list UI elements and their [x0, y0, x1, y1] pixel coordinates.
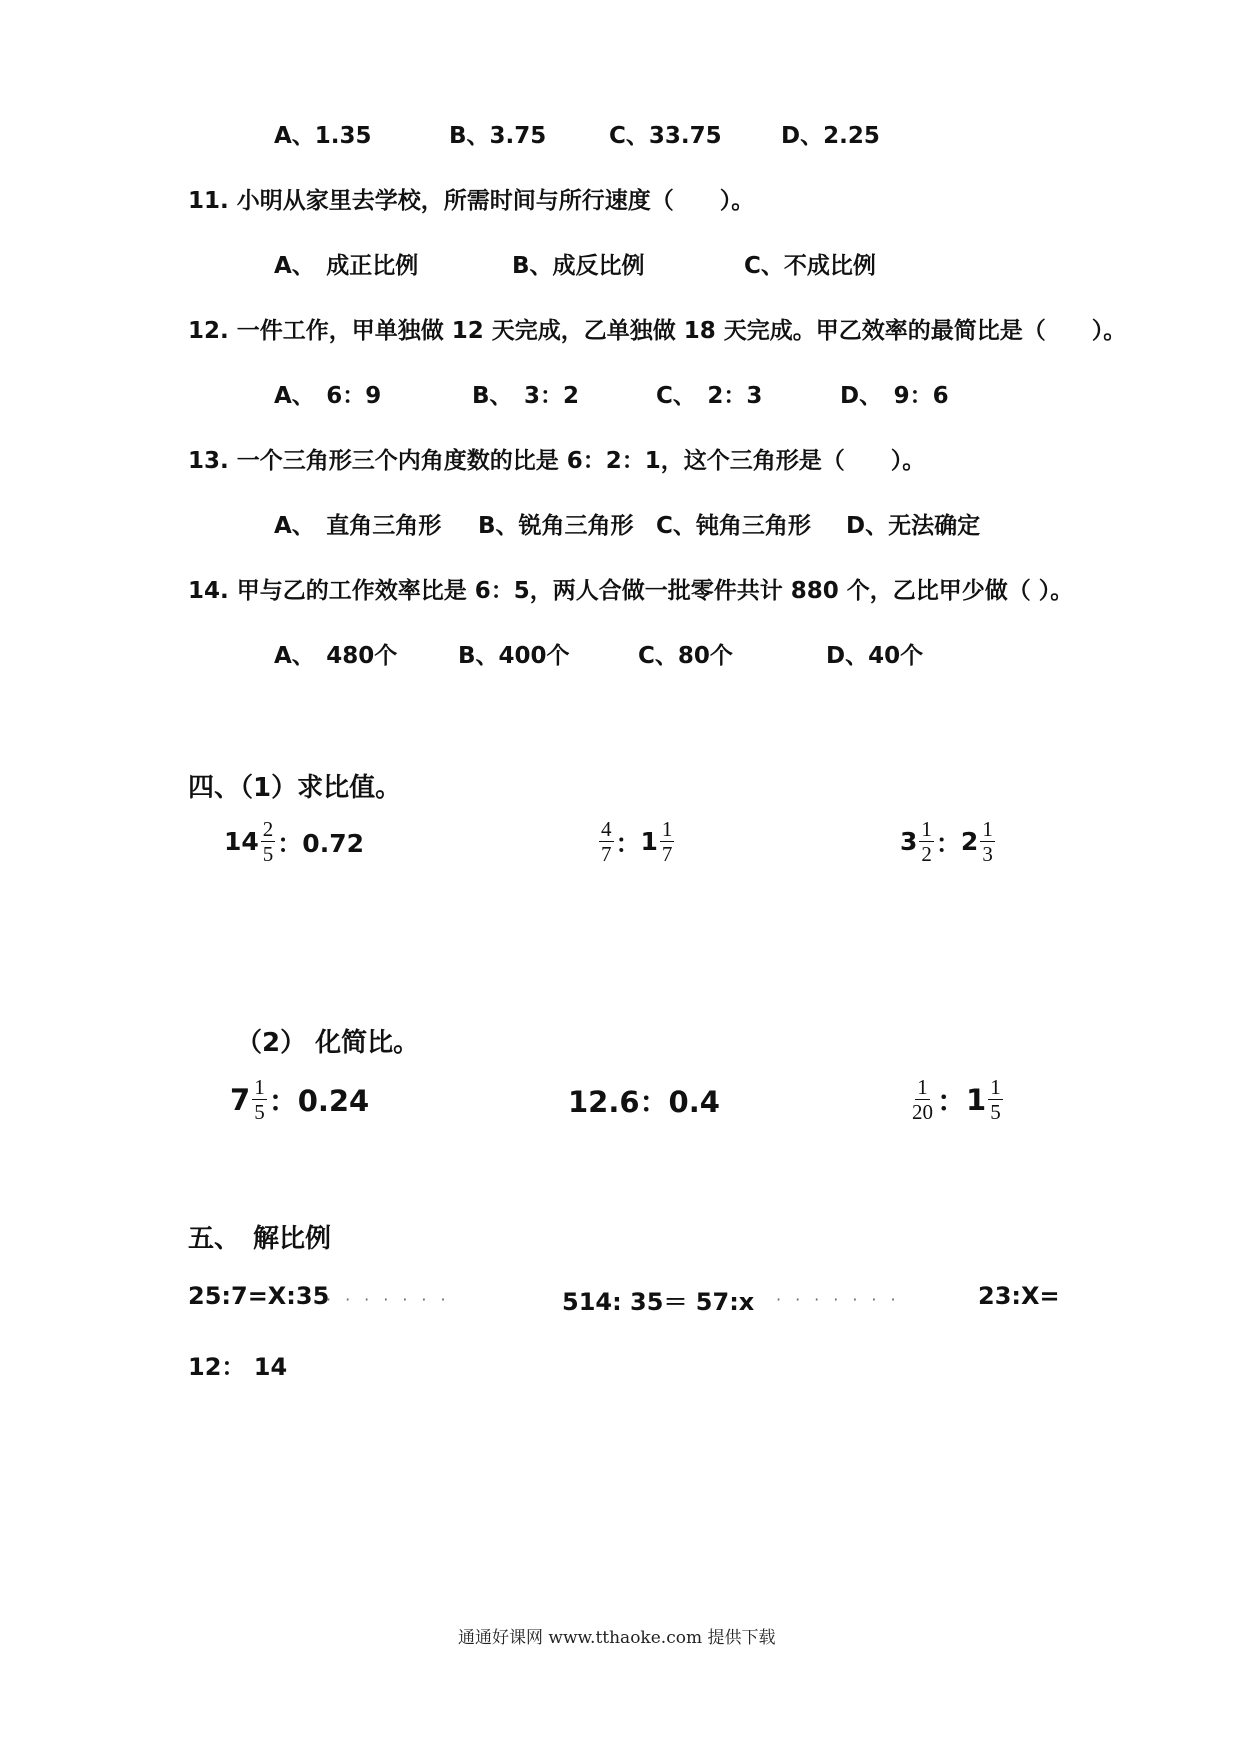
simplify-problem-1: [230, 1076, 369, 1123]
section-4-subtitle: （2） 化简比。: [236, 1028, 420, 1058]
ratio-rest: ：0.24: [268, 1084, 370, 1119]
denominator: 7: [601, 842, 612, 867]
ratio-problem-1: [224, 818, 364, 865]
proportion-equation-1: 25:7=X:35: [188, 1282, 330, 1310]
q12-option-d: D、 9：6: [840, 383, 949, 409]
fraction: [910, 1076, 935, 1123]
fraction: [599, 818, 614, 865]
fraction: [919, 818, 934, 865]
q10-option-a: A、1.35: [274, 123, 372, 149]
q13-option-c: C、钝角三角形: [656, 513, 811, 539]
whole-part: 14: [224, 827, 259, 857]
ratio-separator: ：: [935, 828, 961, 858]
ratio-rest: ：0.72: [277, 828, 364, 858]
question-14: 14. 甲与乙的工作效率比是 6：5，两人合做一批零件共计 880 个，乙比甲少做（ ）。: [188, 578, 1074, 604]
footer-text: 通通好课网 www.tthaoke.com 提供下载: [458, 1628, 776, 1648]
q13-option-a: A、 直角三角形: [274, 513, 442, 539]
numerator: 1: [921, 817, 932, 841]
denominator: 3: [982, 842, 993, 867]
proportion-equation-3: 23:X=: [978, 1282, 1060, 1310]
fraction: [988, 1076, 1003, 1123]
proportion-equation-2: 514: 35＝ 57:x: [562, 1288, 755, 1316]
fraction: [261, 818, 276, 865]
q14-option-d: D、40个: [826, 643, 924, 669]
ratio-problem-2: [597, 818, 676, 865]
whole-part: 2: [960, 827, 979, 857]
fraction: [252, 1076, 267, 1123]
fraction: [980, 818, 995, 865]
whole-part: 1: [640, 827, 658, 857]
q10-option-c: C、33.75: [609, 123, 722, 149]
q13-option-d: D、无法确定: [846, 513, 981, 539]
q10-option-b: B、3.75: [449, 123, 547, 149]
q14-option-c: C、80个: [638, 643, 733, 669]
simplify-problem-3: [908, 1076, 1005, 1123]
numerator: 1: [982, 817, 993, 841]
denominator: 5: [254, 1100, 265, 1125]
denominator: 5: [262, 842, 274, 867]
q14-option-b: B、400个: [458, 643, 570, 669]
numerator: 1: [661, 817, 673, 841]
q12-option-b: B、 3：2: [472, 383, 580, 409]
dotted-leader: ·······: [326, 1290, 460, 1309]
whole-part: 3: [900, 827, 918, 857]
question-12: 12. 一件工作，甲单独做 12 天完成，乙单独做 18 天完成。甲乙效率的最简比是（ ）。: [188, 318, 1127, 344]
denominator: 2: [921, 842, 932, 867]
numerator: 4: [601, 817, 612, 841]
fraction: [660, 818, 675, 865]
simplify-problem-2: 12.6：0.4: [568, 1085, 720, 1119]
question-11: 11. 小明从家里去学校，所需时间与所行速度（ ）。: [188, 188, 755, 214]
whole-part: 7: [230, 1082, 251, 1117]
q11-option-c: C、不成比例: [744, 253, 876, 279]
dotted-leader: ·······: [776, 1290, 910, 1309]
q11-option-a: A、 成正比例: [274, 253, 419, 279]
q14-option-a: A、 480个: [274, 643, 398, 669]
q12-option-a: A、 6：9: [274, 383, 382, 409]
section-4-title: 四、（1）求比值。: [188, 773, 402, 803]
proportion-equation-3-continued: 12： 14: [188, 1353, 288, 1381]
denominator: 5: [990, 1100, 1001, 1125]
whole-part: 1: [966, 1082, 987, 1117]
q12-option-c: C、 2：3: [656, 383, 763, 409]
ratio-separator: ：: [615, 828, 641, 858]
ratio-problem-3: [900, 818, 997, 865]
numerator: 1: [917, 1075, 928, 1099]
q11-option-b: B、成反比例: [512, 253, 645, 279]
question-13: 13. 一个三角形三个内角度数的比是 6：2：1，这个三角形是（ ）。: [188, 448, 926, 474]
ratio-separator: ：: [937, 1084, 967, 1119]
denominator: 7: [661, 842, 673, 867]
denominator: 20: [912, 1100, 933, 1125]
section-5-title: 五、 解比例: [188, 1224, 332, 1254]
q10-option-d: D、2.25: [781, 123, 880, 149]
numerator: 1: [990, 1075, 1001, 1099]
q13-option-b: B、锐角三角形: [478, 513, 634, 539]
numerator: 1: [254, 1075, 265, 1099]
numerator: 2: [262, 817, 274, 841]
